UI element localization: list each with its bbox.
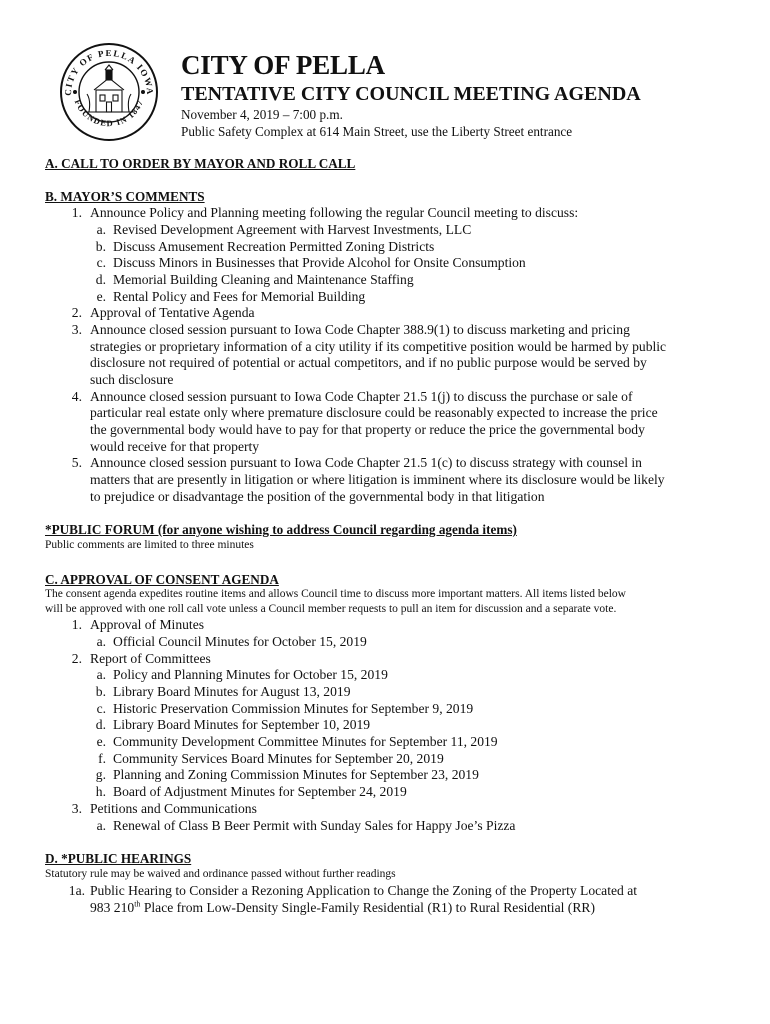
list-item: Renewal of Class B Beer Permit with Sunday Sales for Happy Joe’s Pizza bbox=[113, 818, 516, 833]
section-a-heading: A. CALL TO ORDER BY MAYOR AND ROLL CALL bbox=[45, 156, 356, 171]
list-item-line: Announce closed session pursuant to Iowa Code Chapter 21.5 1(j) to discuss the purchase or sale of bbox=[90, 389, 633, 404]
list-letter: e. bbox=[96, 734, 106, 749]
city-name: CITY OF PELLA bbox=[181, 50, 385, 80]
svg-text:CITY OF PELLA IOWA: CITY OF PELLA IOWA bbox=[62, 47, 156, 96]
list-item: Library Board Minutes for August 13, 2019 bbox=[113, 684, 351, 699]
list-number: 1a. bbox=[68, 883, 85, 898]
list-item: Community Services Board Minutes for September 20, 2019 bbox=[113, 751, 444, 766]
list-item-line: the governmental body would have to pay for that property or reduce the price the governmental body bbox=[90, 422, 645, 437]
list-letter: b. bbox=[95, 239, 106, 254]
public-forum-note: Public comments are limited to three minutes bbox=[45, 539, 254, 551]
list-item-line: disclosure not required of potential or actual competitors, and if no public purpose would be served by bbox=[90, 355, 647, 370]
list-item: Official Council Minutes for October 15, 2019 bbox=[113, 634, 367, 649]
list-item: Library Board Minutes for September 10, 2019 bbox=[113, 717, 371, 732]
list-item-line: Announce closed session pursuant to Iowa Code Chapter 388.9(1) to discuss marketing and pricing bbox=[90, 322, 630, 337]
agenda-title: TENTATIVE CITY COUNCIL MEETING AGENDA bbox=[181, 83, 641, 105]
public-forum-heading: *PUBLIC FORUM (for anyone wishing to address Council regarding agenda items) bbox=[45, 522, 517, 537]
agenda-header bbox=[181, 50, 641, 140]
list-letter: d. bbox=[95, 717, 106, 732]
list-item: Planning and Zoning Commission Minutes for September 23, 2019 bbox=[113, 767, 479, 782]
list-letter: e. bbox=[96, 289, 106, 304]
list-letter: c. bbox=[96, 255, 106, 270]
list-item-line: such disclosure bbox=[90, 372, 174, 387]
city-seal-logo bbox=[59, 42, 159, 142]
list-letter: d. bbox=[95, 272, 106, 287]
list-item: Approval of Tentative Agenda bbox=[90, 305, 255, 320]
list-item-line: Announce closed session pursuant to Iowa Code Chapter 21.5 1(c) to discuss strategy with counsel in bbox=[90, 455, 642, 470]
section-c-heading: C. APPROVAL OF CONSENT AGENDA bbox=[45, 572, 279, 587]
list-item: Rental Policy and Fees for Memorial Building bbox=[113, 289, 366, 304]
list-item: Discuss Minors in Businesses that Provide Alcohol for Onsite Consumption bbox=[113, 255, 526, 270]
list-letter: a. bbox=[96, 667, 106, 682]
list-item: Approval of Minutes bbox=[90, 617, 205, 632]
section-d-heading: D. *PUBLIC HEARINGS bbox=[45, 851, 192, 866]
list-item-line bbox=[90, 900, 595, 917]
list-item-line: to prejudice or disadvantage the position of the governmental body in that litigation bbox=[90, 489, 545, 504]
list-number: 3. bbox=[71, 322, 82, 337]
list-item-text: Place from Low-Density Single-Family Residential (R1) to Rural Residential (RR) bbox=[140, 900, 595, 915]
list-number: 5. bbox=[71, 455, 82, 470]
list-item: Discuss Amusement Recreation Permitted Zoning Districts bbox=[113, 239, 435, 254]
list-item: Revised Development Agreement with Harvest Investments, LLC bbox=[113, 222, 472, 237]
list-number: 2. bbox=[71, 305, 82, 320]
list-item: Announce Policy and Planning meeting following the regular Council meeting to discuss: bbox=[90, 205, 579, 220]
meeting-location: Public Safety Complex at 614 Main Street, use the Liberty Street entrance bbox=[181, 124, 573, 139]
list-item-line: particular real estate only where premature disclosure could be reasonably expected to increase the price bbox=[90, 405, 658, 420]
list-number: 3. bbox=[71, 801, 82, 816]
list-item: Report of Committees bbox=[90, 651, 211, 666]
list-item: Community Development Committee Minutes for September 11, 2019 bbox=[113, 734, 498, 749]
address-number: 983 210 bbox=[90, 900, 135, 915]
ordinal-suffix: th bbox=[134, 899, 141, 909]
list-letter: c. bbox=[96, 701, 106, 716]
list-letter: g. bbox=[95, 767, 106, 782]
svg-text:FOUNDED IN 1847: FOUNDED IN 1847 bbox=[72, 97, 146, 129]
list-letter: a. bbox=[96, 222, 106, 237]
list-item: Historic Preservation Commission Minutes for September 9, 2019 bbox=[113, 701, 474, 716]
list-item-line: Public Hearing to Consider a Rezoning Application to Change the Zoning of the Property Located at bbox=[90, 883, 638, 898]
list-item: Policy and Planning Minutes for October 15, 2019 bbox=[113, 667, 388, 682]
section-b-heading: B. MAYOR’S COMMENTS bbox=[45, 189, 205, 204]
list-letter: a. bbox=[96, 634, 106, 649]
list-item-line: strategies or proprietary information of a city utility if its competitive position would be harmed by public bbox=[90, 339, 667, 354]
list-number: 1. bbox=[71, 205, 82, 220]
consent-note-line: The consent agenda expedites routine items and allows Council time to discuss more important matters. All items listed below bbox=[45, 588, 626, 600]
consent-note-line: will be approved with one roll call vote unless a Council member requests to pull an item for discussion and a separate vote. bbox=[45, 603, 617, 615]
list-letter: f. bbox=[98, 751, 106, 766]
public-hearings-note: Statutory rule may be waived and ordinance passed without further readings bbox=[45, 868, 396, 880]
list-item: Petitions and Communications bbox=[90, 801, 257, 816]
list-number: 2. bbox=[71, 651, 82, 666]
list-item: Board of Adjustment Minutes for September 24, 2019 bbox=[113, 784, 407, 799]
list-item-line: would receive for that property bbox=[90, 439, 260, 454]
list-number: 1. bbox=[71, 617, 82, 632]
list-number: 4. bbox=[71, 389, 82, 404]
meeting-date: November 4, 2019 – 7:00 p.m. bbox=[181, 107, 343, 122]
list-letter: a. bbox=[96, 818, 106, 833]
list-letter: h. bbox=[95, 784, 106, 799]
list-letter: b. bbox=[95, 684, 106, 699]
list-item-line: matters that are presently in litigation or where litigation is imminent where its disclosure would be likely bbox=[90, 472, 665, 487]
list-item: Memorial Building Cleaning and Maintenance Staffing bbox=[113, 272, 414, 287]
